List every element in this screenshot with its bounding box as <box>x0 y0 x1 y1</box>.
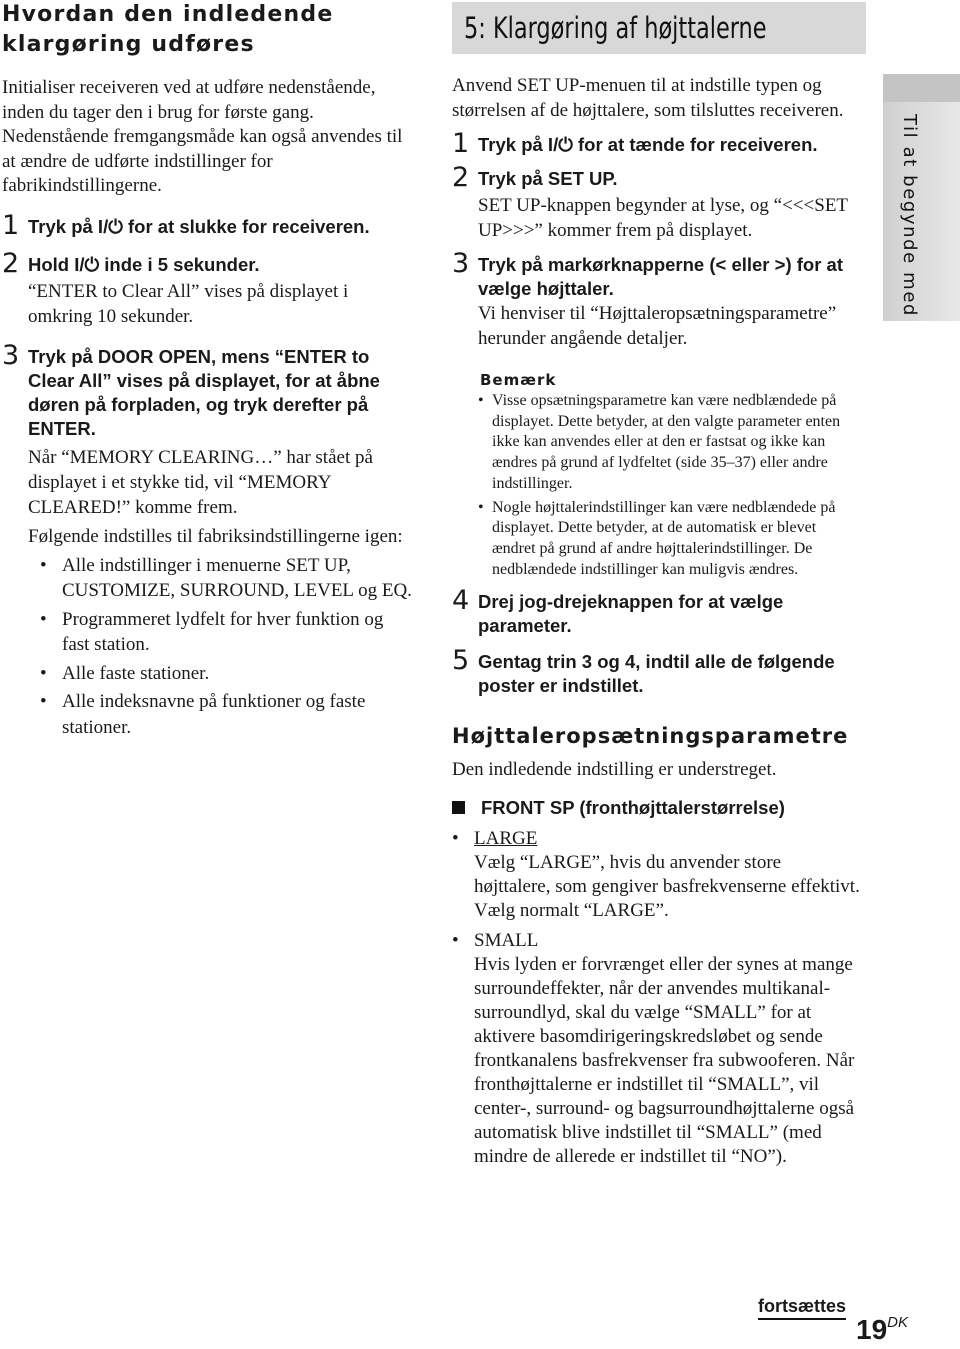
list-item: • Nogle højttalerindstillinger kan være nedblændede på displayet. Dette betyder, at de automatisk er blevet ændret på grund af andre højttalerindstillinger. De nedblændede indstillinger kan muligvis ændres. <box>478 498 836 578</box>
subheading: Højttaleropsætningsparametre <box>452 724 849 749</box>
step-3 <box>452 249 862 301</box>
step-number: 1 <box>2 209 20 241</box>
step-1 <box>2 211 412 241</box>
option-name: SMALL <box>474 929 539 951</box>
step-1 <box>452 129 862 159</box>
step-number: 3 <box>2 339 20 371</box>
list-item: • Alle indstillinger i menuerne SET UP, CUSTOMIZE, SURROUND, LEVEL og EQ. <box>40 554 412 601</box>
step-number: 2 <box>2 247 20 279</box>
step-3 <box>2 341 412 441</box>
step-5 <box>452 646 862 698</box>
list-item: • Alle faste stationer. <box>40 662 210 684</box>
step-title: Tryk på I/⏻ for at tænde for receiveren. <box>478 134 818 155</box>
step-title: Hold I/⏻ inde i 5 sekunder. <box>28 253 260 275</box>
step-title: Tryk på I/⏻ for at slukke for receiveren. <box>28 215 370 237</box>
square-bullet-icon <box>452 801 465 814</box>
step-4 <box>452 586 862 638</box>
step-number: 5 <box>452 645 470 677</box>
step-body: Vi henviser til “Højttaleropsætningsparametre” herunder angående detaljer. <box>478 303 837 349</box>
step-title: Tryk på SET UP. <box>478 168 618 189</box>
param-title: FRONT SP (fronthøjttalerstørrelse) <box>452 797 862 819</box>
step-number: 1 <box>452 128 470 159</box>
step-number: 4 <box>452 585 470 617</box>
step-title: Tryk på markørknapperne (< eller >) for at vælge højttaler. <box>478 254 844 299</box>
side-tab-bar <box>883 74 960 102</box>
note-list <box>452 391 862 580</box>
sub-intro: Den indledende indstilling er understreget. <box>452 759 777 781</box>
step-title: Tryk på DOOR OPEN, mens “ENTER to Clear All” vises på displayet, for at åbne døren på forpladen, og tryk derefter på ENTER. <box>28 345 380 439</box>
step-number: 2 <box>452 162 470 193</box>
step-number: 3 <box>452 248 470 279</box>
option-small: • SMALL Hvis lyden er forvrænget eller der synes at mange surroundeffekter, når der anvendes multikanal-surroundlyd, skal du vælge “SMALL” for at aktivere basomdirigeringskredsløbet og sende frontkanalens basfrekvenser fra subwooferen. Når fronthøjttalerne er indstillet til “SMALL”, vil center-, surround- og bagsurroundhøjttalerne også automatisk blive indstillet til “SMALL” (med mindre de allerede er indstillet til “NO”). <box>452 929 862 1169</box>
page-number: $19^{DK}$ <box>856 1314 908 1345</box>
option-text: Hvis lyden er forvrænget eller der synes at mange surroundeffekter, når der anvendes multikanal-surroundlyd, skal du vælge “SMALL” for at aktivere basomdirigeringskredsløbet og sende frontkanalens basfrekvenser fra subwooferen. Når fronthøjttalerne er indstillet til “SMALL”, vil center-, surround- og bagsurroundhøjttalerne også automatisk blive indstillet til “SMALL” (med mindre de allerede er indstillet til “NO”). <box>474 953 855 1167</box>
intro-paragraph: Anvend SET UP-menuen til at indstille typen og størrelsen af de højttalere, som tilsluttes receiveren. <box>452 75 844 121</box>
intro-paragraph: Initialiser receiveren ved at udføre nedenstående, inden du tager den i brug for første gang. Nedenstående fremgangsmåde kan også anvendes til at ændre de udførte indstillinger for fabrikindstillingerne. <box>2 77 403 196</box>
reset-intro: Følgende indstilles til fabriksindstillingerne igen: <box>28 525 403 547</box>
side-tab <box>883 74 960 321</box>
left-column <box>2 0 412 743</box>
list-item: • Visse opsætningsparametre kan være nedblændede på displayet. Dette betyder, at den valgte parameter enten ikke kan anvendes eller at den er fastsat og ikke kan ændres på grund af lydfeltet (side 35–37) eller andre indstillinger. <box>478 392 841 492</box>
step-title: Gentag trin 3 og 4, indtil alle de følgende poster er indstillet. <box>478 651 835 697</box>
option-name: LARGE <box>474 827 538 849</box>
page-suffix: DK <box>887 1314 908 1331</box>
right-column <box>452 0 862 1169</box>
reset-list <box>2 553 412 741</box>
step-body: “ENTER to Clear All” vises på displayet i omkring 10 sekunder. <box>28 280 349 327</box>
option-large: • LARGE Vælg “LARGE”, hvis du anvender store højttalere, som gengiver basfrekvenserne effektivt. Vælg normalt “LARGE”. <box>452 827 862 923</box>
step-title: Drej jog-drejeknappen for at vælge parameter. <box>478 591 784 637</box>
list-item: • Programmeret lydfelt for hver funktion og fast station. <box>40 608 384 655</box>
option-text: Vælg “LARGE”, hvis du anvender store højttalere, som gengiver basfrekvenserne effektivt. Vælg normalt “LARGE”. <box>474 851 860 921</box>
step-body: Når “MEMORY CLEARING…” har stået på displayet i et stykke tid, vil “MEMORY CLEARED!” komme frem. <box>28 446 373 518</box>
list-item: • Alle indeksnavne på funktioner og faste stationer. <box>40 691 366 738</box>
chapter-banner: 5: Klargøring af højttalerne <box>452 2 866 54</box>
step-body: SET UP-knappen begynder at lyse, og “<<<SET UP>>>” kommer frem på displayet. <box>478 195 848 241</box>
step-2 <box>452 163 862 193</box>
note-heading: Bemærk <box>480 371 557 389</box>
side-tab-label: Til at begynde med <box>899 114 920 318</box>
section-title: Hvordan den indledende klargøring udføres <box>2 2 334 57</box>
continues-label: fortsættes <box>758 1296 846 1320</box>
step-2 <box>2 249 412 279</box>
